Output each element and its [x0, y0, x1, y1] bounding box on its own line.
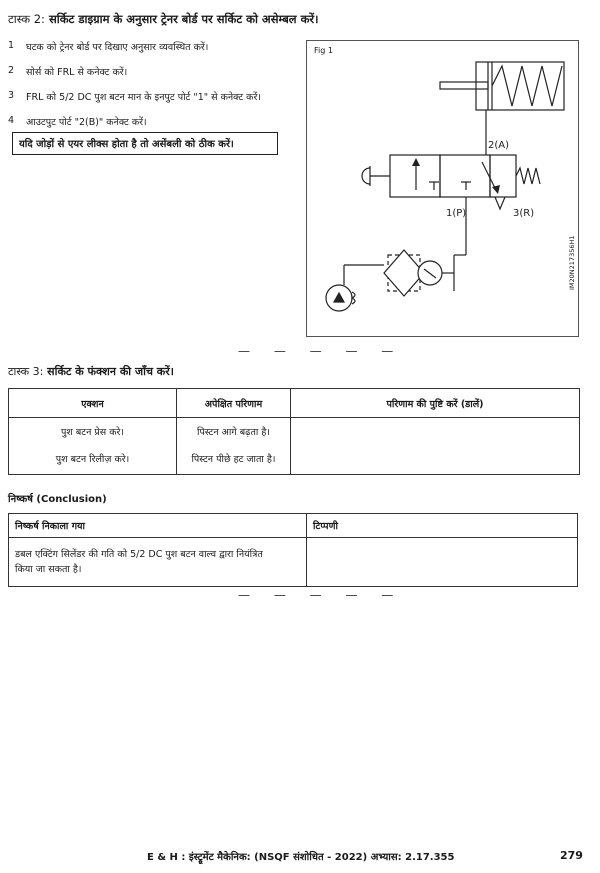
list-item: 1 घटक को ट्रेनर बोर्ड पर दिखाए अनुसार व्यवस्थित करें। — [8, 40, 209, 53]
remark-input-cell[interactable] — [307, 538, 578, 587]
separator: — — — — — — [238, 344, 404, 358]
task2-heading — [8, 12, 319, 27]
port-r-label: 3(R) — [513, 208, 535, 219]
table-cell: पिस्टन आगे बढ़ता है। — [196, 427, 271, 438]
note-box: यदि जोड़ों से एयर लीक्स होता है तो असेंबली को ठीक करें। — [12, 132, 278, 155]
task3-heading — [8, 364, 174, 379]
task3-prefix: टास्क 3: — [8, 365, 44, 378]
list-item: 3 FRL को 5/2 DC पुश बटन मान के इनपुट पोर्ट "1" से कनेक्ट करें। — [8, 90, 261, 103]
task2-steps — [8, 40, 261, 140]
task2-prefix: टास्क 2: — [8, 12, 45, 26]
table-cell: पिस्टन पीछे हट जाता है। — [191, 454, 276, 465]
table-header: परिणाम की पुष्टि करें (डालें) — [291, 389, 580, 418]
conclusion-text: डबल एक्टिंग सिलेंडर की गति को 5/2 DC पुश बटन वाल्व द्वारा नियंत्रित किया जा सकता है। — [9, 538, 307, 587]
figure-code: IM20N217356H1 — [568, 235, 576, 290]
task3-title: सर्किट के फंक्शन की जाँच करें। — [43, 365, 174, 378]
page-footer: E & H : इंस्ट्रूमेंट मैकेनिक: (NSQF संशोधित - 2022) अभ्यास: 2.17.355 — [147, 852, 455, 863]
port-p-label: 1(P) — [446, 208, 467, 219]
cylinder-spring — [492, 66, 562, 106]
table-header: अपेक्षित परिणाम — [177, 389, 291, 418]
push-button-head — [362, 168, 370, 184]
port-a-label: 2(A) — [488, 140, 510, 151]
list-item: 4 आउटपुट पोर्ट "2(B)" कनेक्ट करें। — [8, 115, 147, 128]
function-check-table — [8, 388, 580, 475]
pneumatic-circuit-diagram — [306, 40, 579, 337]
conclusion-table — [8, 513, 578, 587]
valve-mid-box — [440, 155, 490, 197]
separator: — — — — — — [238, 588, 404, 602]
valve-right-box — [490, 155, 516, 197]
conclusion-title: निष्कर्ष (Conclusion) — [8, 494, 107, 505]
table-cell: पुश बटन रिलीज़ करे। — [55, 454, 130, 465]
table-header: एक्शन — [9, 389, 177, 418]
table-header: निष्कर्ष निकाला गया — [9, 514, 307, 538]
task2-title: सर्किट डाइग्राम के अनुसार ट्रेनर बोर्ड पर सर्किट को असेम्बल करें। — [44, 12, 319, 26]
list-item: 2 सोर्स को FRL से कनेक्ट करें। — [8, 65, 128, 78]
motor-symbol — [352, 292, 355, 304]
table-header: टिप्पणी — [307, 514, 578, 538]
valve-return-spring — [516, 168, 540, 184]
page-number: 279 — [560, 849, 583, 862]
result-input-cell[interactable] — [291, 418, 580, 475]
cylinder-rod — [440, 82, 488, 89]
table-cell: पुश बटन प्रेस करे। — [60, 427, 124, 438]
figure-label: Fig 1 — [314, 46, 333, 55]
